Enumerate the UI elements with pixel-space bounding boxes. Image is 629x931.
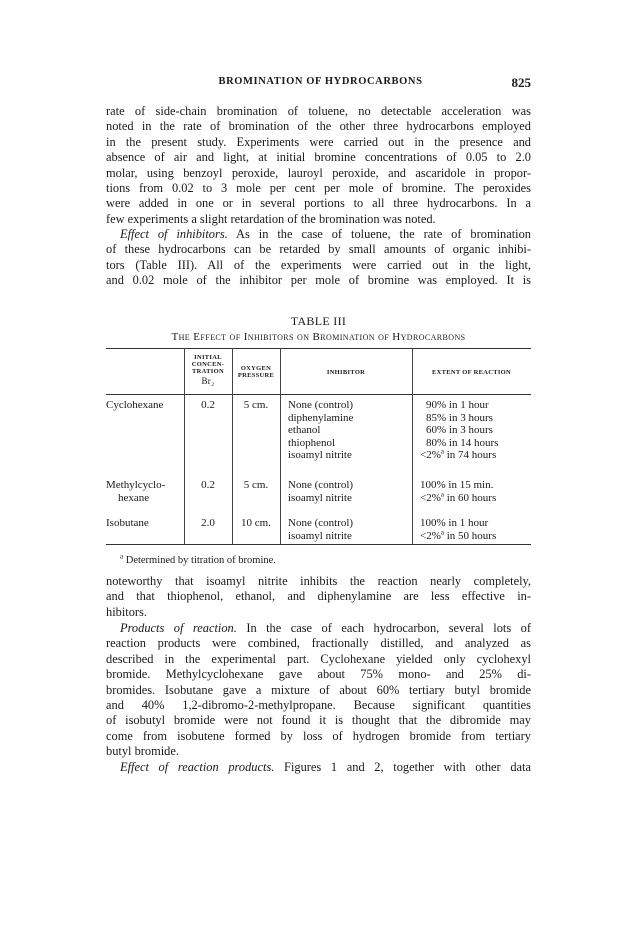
text-span: Figures 1 and 2, together with other data: [284, 760, 531, 774]
header-line: OXYGEN: [240, 365, 272, 372]
paragraph-effect-of-reaction-products: [106, 760, 531, 775]
header-line: TRATION: [192, 368, 224, 376]
header-line: INITIAL: [194, 354, 222, 361]
inhibitor-list: [288, 517, 353, 542]
header-rule: [106, 394, 531, 395]
extent-value: <2%: [420, 491, 441, 504]
text-line: of these hydrocarbons can be retarded by small amounts of organic inhibi-: [106, 242, 531, 257]
extent-entry: 85% in 3 hours: [426, 411, 493, 424]
extent-value: <2%: [420, 529, 441, 542]
header-line: Br₂: [201, 375, 215, 386]
extent-duration: in 60 hours: [443, 491, 497, 504]
header-inhibitor: INHIBITOR: [326, 369, 366, 376]
inhibitor-entry: ethanol: [288, 424, 321, 437]
text-line: tions from 0.02 to 3 mole per cent per mole of bromine. The peroxides: [106, 181, 531, 196]
concentration-cell: 0.2: [201, 399, 215, 411]
text-line: bromides. Isobutane gave a mixture of about 60% tertiary butyl bromide: [106, 682, 531, 697]
hydrocarbon-cell: [106, 479, 165, 504]
running-title: BROMINATION OF HYDROCARBONS: [218, 76, 423, 87]
inhibitor-entry: None (control): [288, 517, 354, 529]
text-line: come from isobutene formed by loss of hydrogen bromide from tertiary: [106, 728, 531, 743]
extent-list: [420, 479, 496, 504]
extent-entry: 60% in 3 hours: [426, 424, 493, 437]
text-line: and that thiophenol, ethanol, and diphenylamine are less effective in-: [106, 589, 531, 604]
inhibitor-entry: diphenylamine: [288, 411, 354, 424]
inhibitor-entry: isoamyl nitrite: [288, 449, 352, 462]
table-top-rule: [106, 348, 531, 349]
extent-entry: 100% in 15 min.: [420, 479, 494, 491]
section-heading-inhibitors: Effect of inhibitors.: [120, 227, 228, 241]
inhibitor-table: [106, 348, 531, 548]
table-label: TABLE III: [290, 314, 347, 328]
section-heading-products: Products of reaction.: [120, 621, 237, 635]
inhibitor-entry: isoamyl nitrite: [288, 491, 352, 504]
page-number: 825: [511, 75, 531, 90]
extent-entry: [420, 527, 497, 543]
header-oxygen-pressure: [232, 365, 280, 379]
extent-entry: 90% in 1 hour: [426, 399, 489, 411]
inhibitor-entry: None (control): [288, 399, 354, 411]
paragraph-products-of-reaction: [106, 621, 531, 760]
hydrocarbon-line: Methylcyclo-: [106, 479, 166, 491]
text-line: molar, using benzoyl peroxide, lauroyl peroxide, and ascaridole in propor-: [106, 165, 531, 180]
text-line: and 0.02 mole of the inhibitor per mole of bromine was employed. It is: [106, 273, 531, 288]
text-line: tors (Table III). All of the experiments were carried out in the light,: [106, 257, 531, 272]
paragraph-toluene-context: [106, 104, 531, 227]
running-header: [110, 76, 531, 92]
table-footnote: [120, 552, 276, 566]
text-line: few experiments a slight retardation of the bromination was noted.: [106, 211, 436, 226]
text-line: butyl bromide.: [106, 744, 179, 759]
paragraph-effect-of-inhibitors: [106, 227, 531, 289]
inhibitor-entry: thiophenol: [288, 436, 336, 449]
text-line: [106, 760, 531, 775]
section-heading-reaction-products: Effect of reaction products.: [120, 760, 275, 774]
hydrocarbon-line: hexane: [118, 491, 150, 504]
column-divider: [412, 348, 413, 544]
text-line: hibitors.: [106, 604, 147, 619]
table-caption: The Effect of Inhibitors on Bromination of Hydrocarbons: [171, 331, 466, 343]
text-line: and 40% 1,2-dibromo-2-methylpropane. Because significant quantities: [106, 698, 531, 713]
concentration-cell: 0.2: [201, 479, 215, 491]
text-line: [106, 227, 531, 242]
extent-entry: 80% in 14 hours: [426, 436, 499, 449]
extent-entry: 100% in 1 hour: [420, 517, 489, 529]
text-line: noteworthy that isoamyl nitrite inhibits the reaction nearly completely,: [106, 574, 531, 588]
text-line: [106, 621, 531, 636]
extent-duration: in 74 hours: [443, 449, 497, 462]
table-bottom-rule: [106, 544, 531, 545]
pressure-cell: 5 cm.: [243, 399, 269, 411]
text-line: bromide. Methylcyclohexane gave about 75% mono- and 25% di-: [106, 667, 531, 682]
header-line: PRESSURE: [237, 372, 275, 380]
pressure-cell: 5 cm.: [243, 479, 269, 491]
header-extent-of-reaction: EXTENT OF REACTION: [431, 369, 512, 376]
footnote-marker: a: [440, 447, 444, 456]
text-line: described in the experimental part. Cyclohexane yielded only cyclohexyl: [106, 651, 531, 666]
pressure-cell: 10 cm.: [241, 517, 271, 529]
text-line: absence of air and light, at initial bromine concentrations of 0.05 to 2.0: [106, 150, 531, 165]
text-line: of isobutyl bromide were not found it is thought that the dibromide may: [106, 713, 531, 728]
footnote-marker: a: [440, 489, 444, 498]
text-line: were added in one or in several portions to all three hydrocarbons. In a: [106, 196, 531, 211]
inhibitor-list: [288, 479, 353, 504]
footnote-marker: a: [120, 552, 124, 561]
hydrocarbon-cell: Isobutane: [106, 517, 149, 529]
concentration-cell: 2.0: [201, 517, 215, 529]
text-line: rate of side-chain bromination of toluene, no detectable acceleration was: [106, 104, 531, 118]
footnote-marker: a: [440, 527, 444, 536]
hydrocarbon-cell: Cyclohexane: [106, 399, 164, 411]
inhibitor-entry: isoamyl nitrite: [288, 529, 352, 542]
header-initial-concentration: [184, 354, 232, 386]
header-line: CONCEN-: [191, 361, 225, 369]
text-span: As in the case of toluene, the rate of bromination: [236, 227, 531, 241]
text-span: In the case of each hydrocarbon, several lots of: [246, 621, 531, 635]
extent-duration: in 50 hours: [443, 529, 497, 542]
extent-entry: [420, 449, 498, 462]
extent-value: <2%: [420, 449, 441, 462]
inhibitor-list: [288, 399, 353, 462]
text-line: reaction products were combined, fractionally distilled, and analyzed as: [106, 636, 531, 651]
text-line: in the present study. Experiments were carried out in the presence and: [106, 134, 531, 149]
inhibitor-entry: None (control): [288, 479, 354, 491]
column-divider: [280, 348, 281, 544]
extent-list: [420, 399, 498, 462]
extent-entry: [420, 489, 497, 505]
paragraph-inhibitor-conclusion: [106, 574, 531, 620]
footnote-text: Determined by titration of bromine.: [125, 555, 276, 566]
extent-list: [420, 517, 496, 542]
text-line: noted in the rate of bromination of the other three hydrocarbons employed: [106, 119, 531, 134]
